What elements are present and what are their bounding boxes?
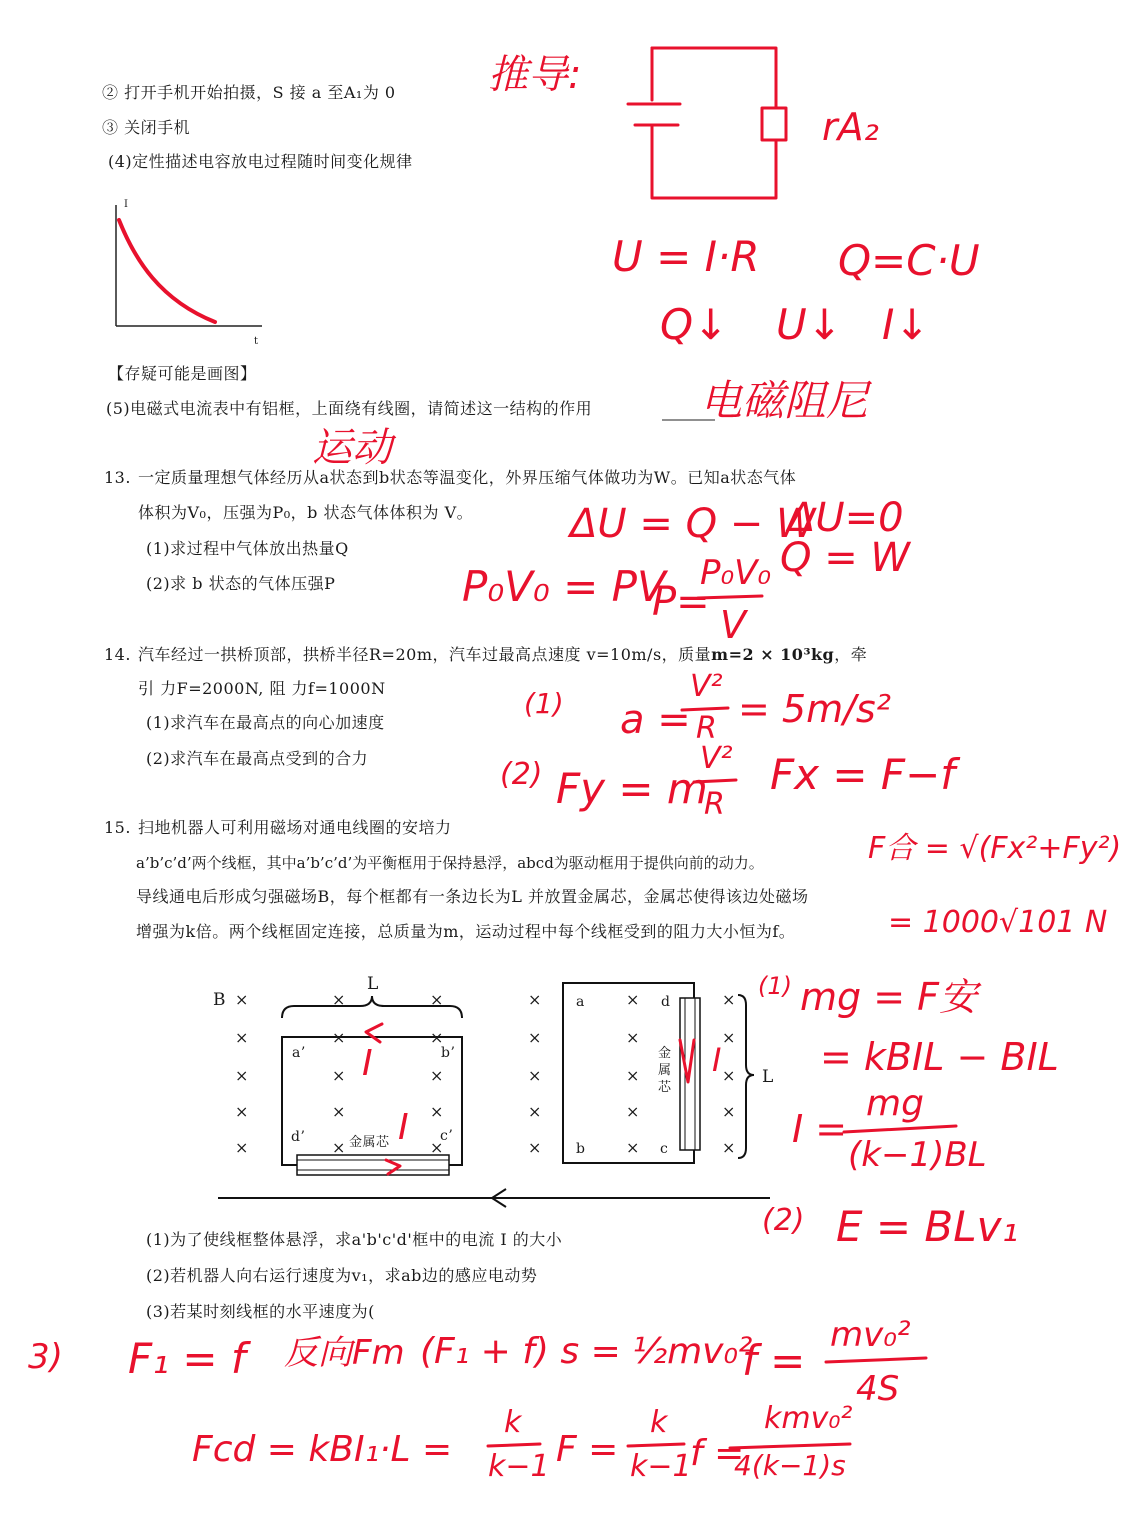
- cross: ×: [626, 1138, 640, 1157]
- hw-f1: F₁ = f: [128, 1334, 246, 1383]
- hw-i-lhs: I =: [792, 1107, 848, 1151]
- cross: ×: [430, 1138, 444, 1157]
- hw-i-num: mg: [866, 1083, 924, 1124]
- hw-eddy-damping: 电磁阻尼: [700, 376, 869, 425]
- hw-q14-1: (1): [524, 687, 564, 720]
- hw-q14-a: a =: [620, 697, 691, 743]
- hw-fcd: Fcd = kBI₁·L =: [192, 1429, 453, 1470]
- q15-sub2: (2)若机器人向右运行速度为v₁，求ab边的感应电动势: [146, 1266, 538, 1285]
- cross: ×: [430, 1102, 444, 1121]
- q13-number: 13.: [104, 468, 131, 487]
- hw-q14-R: R: [696, 711, 717, 746]
- hw-i-den: (k−1)BL: [848, 1135, 987, 1175]
- cross: ×: [332, 1028, 346, 1047]
- right-core-label: 金属芯: [658, 1046, 672, 1095]
- q14-sub2: (2)求汽车在最高点受到的合力: [146, 749, 369, 768]
- corner-a: a: [576, 994, 585, 1010]
- hw-boyle: P₀V₀ = PV: [462, 562, 666, 611]
- cross: ×: [722, 1028, 736, 1047]
- hw-f-den: 4S: [856, 1369, 900, 1409]
- cross: ×: [332, 1066, 346, 1085]
- cross: ×: [528, 1138, 542, 1157]
- cross: ×: [430, 1066, 444, 1085]
- cross: ×: [235, 1138, 249, 1157]
- cross: ×: [722, 1138, 736, 1157]
- hw-last-num: kmv₀²: [764, 1401, 853, 1436]
- hw-charge-eq: Q=C·U: [838, 236, 980, 285]
- q15-sub3: (3)若某时刻线框的水平速度为(: [146, 1302, 375, 1321]
- hw-k1-num: k: [504, 1405, 522, 1440]
- cross: ×: [722, 990, 736, 1009]
- hw-mg-eq: mg = F安: [800, 975, 977, 1019]
- q5-text: (5)电磁式电流表中有铝框，上面绕有线圈，请简述这一结构的作用: [106, 399, 593, 418]
- cross: ×: [528, 1102, 542, 1121]
- q14-line1-end: ，牵: [834, 645, 868, 664]
- hw-s2-label: (2): [762, 1203, 805, 1238]
- hw-ff: f =: [690, 1433, 745, 1474]
- hw-emf: E = BLv₁: [836, 1202, 1019, 1251]
- hw-p-den: V: [720, 603, 746, 647]
- hw-first-law: ΔU = Q − W: [570, 501, 816, 547]
- q15-line2: a’b’c’d’两个线框，其中a’b’c’d’为平衡框用于保持悬浮，abcd为驱动框用于提供向前的动力。: [136, 854, 764, 872]
- q14-sub1: (1)求汽车在最高点的向心加速度: [146, 713, 385, 732]
- hw-work-energy: (F₁ + f) s = ½mv₀²: [420, 1331, 753, 1372]
- q13-line1: 一定质量理想气体经历从a状态到b状态等温变化，外界压缩气体做功为W。已知a状态气体: [138, 468, 797, 487]
- cross: ×: [528, 1028, 542, 1047]
- q15-line1: 扫地机器人可利用磁场对通电线圈的安培力: [138, 818, 452, 837]
- corner-d: d: [661, 994, 671, 1010]
- cross: ×: [626, 990, 640, 1009]
- q13-sub2: (2)求 b 状态的气体压强P: [146, 574, 336, 593]
- brace-L-top: L: [367, 974, 379, 994]
- hw-reverse: 反向Fm: [284, 1333, 405, 1373]
- q15-line4: 增强为k倍。两个线框固定连接，总质量为m，运动过程中每个线框受到的阻力大小恒为f。: [136, 922, 796, 941]
- graph-y-label: I: [124, 199, 129, 210]
- hw-k2-den: k−1: [630, 1449, 692, 1484]
- hw-q14-v2: V²: [690, 669, 723, 704]
- hw-I-mark: I: [362, 1043, 373, 1084]
- cross: ×: [332, 990, 346, 1009]
- hw-fy-v2: V²: [700, 741, 733, 776]
- left-core-label: 金属芯: [349, 1135, 390, 1150]
- hw-fx: Fx = F−f: [770, 750, 956, 799]
- hw-F-eq: F =: [556, 1429, 619, 1470]
- hw-f-num: mv₀²: [830, 1315, 911, 1355]
- cross: ×: [235, 1102, 249, 1121]
- hw-f-total: F合 = √(Fx²+Fy²): [868, 831, 1121, 866]
- cross: ×: [626, 1028, 640, 1047]
- hw-q14-a-result: = 5m/s²: [738, 687, 891, 731]
- step2-text: ② 打开手机开始拍摄，S 接 a 至A₁为 0: [102, 83, 396, 102]
- hw-overwrite: 运动: [312, 425, 392, 471]
- field-B-label: B: [213, 990, 226, 1010]
- hw-p-lhs: P=: [652, 579, 710, 625]
- brace-L-right: L: [762, 1067, 774, 1087]
- q14-line1-text: 汽车经过一拱桥顶部，拱桥半径R=20m，汽车过最高点速度 v=10m/s，质量: [138, 645, 712, 664]
- hw-rA2: rA₂: [822, 105, 879, 149]
- hw-I-mark: I: [712, 1041, 722, 1079]
- hw-du-zero: ΔU=0: [788, 495, 904, 541]
- cross: ×: [722, 1066, 736, 1085]
- cross: ×: [528, 990, 542, 1009]
- hw-s3-label: 3): [28, 1337, 63, 1377]
- hw-q-eq-w: Q = W: [780, 535, 910, 581]
- doubt-note: 【存疑可能是画图】: [108, 364, 257, 383]
- cross: ×: [528, 1066, 542, 1085]
- hw-I-mark: I: [398, 1107, 409, 1148]
- hw-k1-den: k−1: [488, 1449, 550, 1484]
- cross: ×: [235, 1066, 249, 1085]
- cross: ×: [332, 1138, 346, 1157]
- q13-sub1: (1)求过程中气体放出热量Q: [146, 539, 349, 558]
- corner-d-prime: d’: [291, 1129, 306, 1145]
- corner-c-prime: c’: [440, 1128, 454, 1144]
- q15-line3: 导线通电后形成匀强磁场B，每个框都有一条边长为L 并放置金属芯，金属芯使得该边处磁场: [136, 887, 809, 906]
- hw-last-den: 4(k−1)s: [734, 1449, 846, 1482]
- cross: ×: [430, 990, 444, 1009]
- hw-i-dec: I↓: [882, 300, 930, 349]
- q14-line2: 引 力F=2000N, 阻 力f=1000N: [138, 679, 386, 698]
- cross: ×: [626, 1102, 640, 1121]
- hw-u-dec: U↓: [776, 300, 842, 349]
- q15-number: 15.: [104, 818, 131, 837]
- corner-c: c: [660, 1141, 669, 1157]
- hw-f-result: = 1000√101 N: [888, 905, 1108, 940]
- q15-sub1: (1)为了使线框整体悬浮，求a'b'c'd'框中的电流 I 的大小: [146, 1230, 563, 1249]
- cross: ×: [235, 990, 249, 1009]
- hw-derivation: 推导:: [488, 52, 582, 98]
- hw-q-dec: Q↓: [660, 300, 729, 349]
- q14-mass: m=2 × 10³kg: [711, 645, 835, 664]
- step3-text: ③ 关闭手机: [102, 118, 191, 137]
- hw-fy: Fy = m: [556, 764, 708, 813]
- q4-text: (4)定性描述电容放电过程随时间变化规律: [108, 152, 413, 171]
- cross: ×: [722, 1102, 736, 1121]
- hw-q14-2: (2): [500, 757, 543, 792]
- corner-b: b: [576, 1141, 586, 1157]
- hw-s1-label: (1): [758, 972, 792, 1000]
- hw-k2-num: k: [650, 1405, 668, 1440]
- cross: ×: [332, 1102, 346, 1121]
- q14-number: 14.: [104, 645, 131, 664]
- hw-fy-R: R: [704, 787, 725, 822]
- hw-ohm-law: U = I·R: [612, 232, 760, 281]
- cross: ×: [430, 1028, 444, 1047]
- q13-line2: 体积为V₀，压强为P₀，b 状态气体体积为 V。: [138, 503, 474, 522]
- corner-a-prime: a’: [292, 1045, 306, 1061]
- hw-f-eq: f =: [742, 1336, 806, 1385]
- hw-p-num: P₀V₀: [700, 553, 772, 593]
- corner-b-prime: b’: [441, 1045, 456, 1061]
- cross: ×: [626, 1066, 640, 1085]
- graph-x-label: t: [254, 336, 259, 347]
- cross: ×: [235, 1028, 249, 1047]
- hw-kbil: = kBIL − BIL: [820, 1035, 1059, 1079]
